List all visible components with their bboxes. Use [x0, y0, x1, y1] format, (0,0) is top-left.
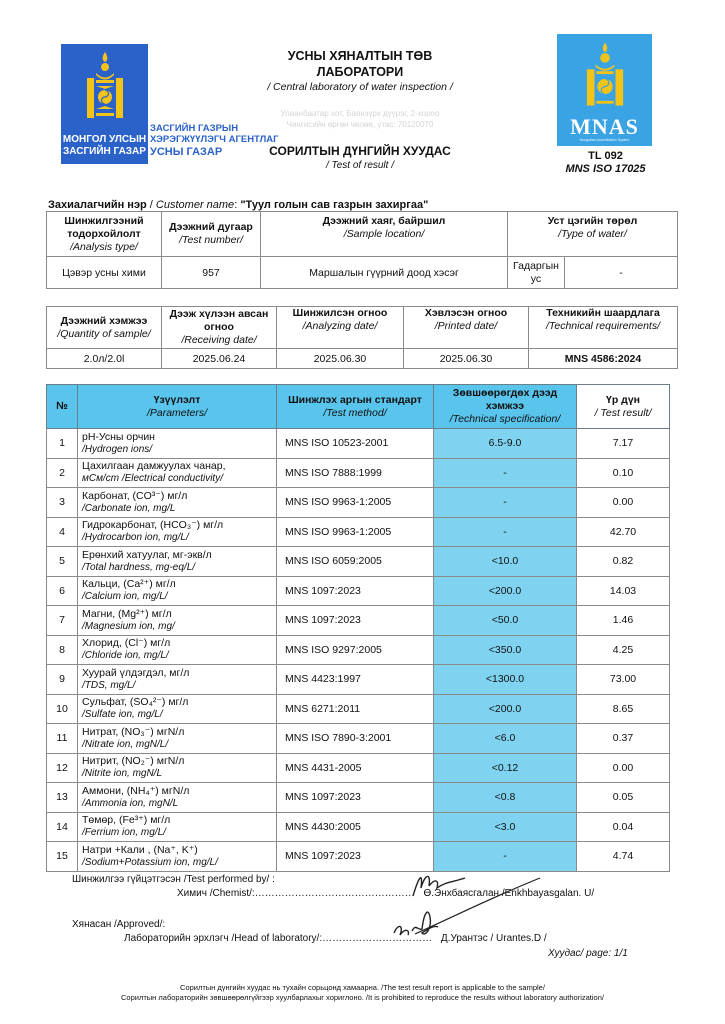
- row-number: 10: [47, 694, 78, 724]
- lab-address: Улаанбаатар хот, Баянзүрх дүүрэг, 2-хороо Чингисийн өргөн чөлөө, утас: 70120070: [280, 109, 440, 129]
- parameter-name-mn: Натри +Кали , (Na⁺, K⁺): [82, 843, 198, 856]
- mnas-emblem-icon: [584, 40, 626, 112]
- header-quantity: Дээжний хэмжээ /Quantity of sample/: [47, 307, 162, 349]
- parameter-name-mn: Карбонат, (CO³⁻) мг/л: [82, 489, 188, 502]
- header-analyzing-date: Шинжилсэн огноо /Analyzing date/: [277, 307, 404, 349]
- parameter-name-mn: Ерөнхий хатуулаг, мг-экв/л: [82, 548, 212, 561]
- parameter-name-mn: Төмөр, (Fe³⁺) мг/л: [82, 814, 171, 827]
- quantity-value: 2.0л/2.0l: [47, 349, 162, 369]
- result-row: [47, 458, 670, 488]
- accreditation-info: [548, 150, 663, 176]
- document-header: [240, 48, 480, 172]
- test-method-cell: MNS 4423:1997: [277, 665, 434, 695]
- technical-requirement-value: MNS 4586:2024: [529, 349, 678, 369]
- parameter-name-mn: Кальци, (Ca²⁺) мг/л: [82, 578, 176, 591]
- header-technical-specification: Зөвшөөрөгдөх дээд хэмжээ /Technical specification/: [434, 385, 577, 429]
- results-table: [46, 384, 670, 872]
- mnas-logo-text: MNAS: [570, 114, 639, 139]
- result-row: [47, 488, 670, 518]
- result-value-cell: 4.25: [577, 635, 670, 665]
- row-number: 7: [47, 606, 78, 636]
- result-value-cell: 42.70: [577, 517, 670, 547]
- result-row: [47, 576, 670, 606]
- parameter-name-mn: Сульфат, (SO₄²⁻) мг/л: [82, 696, 189, 709]
- specification-cell: <1300.0: [434, 665, 577, 695]
- specification-cell: <200.0: [434, 694, 577, 724]
- parameter-name-en: /Carbonate ion, mg/L: [82, 502, 176, 514]
- row-number: 5: [47, 547, 78, 577]
- test-method-cell: MNS 1097:2023: [277, 606, 434, 636]
- specification-cell: <10.0: [434, 547, 577, 577]
- result-row: [47, 606, 670, 636]
- parameter-name-mn: Нитрат, (NO₃⁻) мгN/л: [82, 725, 185, 738]
- mnas-logo: MNAS Mongolian Accreditation System: [557, 34, 652, 146]
- test-method-cell: MNS ISO 10523-2001: [277, 429, 434, 459]
- test-method-cell: MNS ISO 9297:2005: [277, 635, 434, 665]
- specification-cell: <350.0: [434, 635, 577, 665]
- parameter-name-mn: Хуурай үлдэгдэл, мг/л: [82, 666, 190, 679]
- specification-cell: -: [434, 458, 577, 488]
- result-value-cell: 14.03: [577, 576, 670, 606]
- header-receiving-date: Дээж хүлээн авсан огноо /Receiving date/: [162, 307, 277, 349]
- chemist-label: Химич /Chemist/:…………………………………………: [177, 888, 415, 899]
- test-method-cell: MNS 1097:2023: [277, 783, 434, 813]
- parameter-cell: [78, 458, 277, 488]
- specification-cell: <0.12: [434, 753, 577, 783]
- lab-title-line2: ЛАБОРАТОРИ: [316, 65, 404, 79]
- parameter-cell: [78, 665, 277, 695]
- parameter-cell: [78, 783, 277, 813]
- result-value-cell: 0.05: [577, 783, 670, 813]
- specification-cell: -: [434, 842, 577, 872]
- parameter-cell: [78, 724, 277, 754]
- parameter-name-en: /Hydrogen ions/: [82, 443, 153, 455]
- header-no: №: [47, 385, 78, 429]
- parameter-name-en: /Calcium ion, mg/L/: [82, 591, 168, 603]
- specification-cell: <200.0: [434, 576, 577, 606]
- result-row: [47, 547, 670, 577]
- row-number: 6: [47, 576, 78, 606]
- test-method-cell: MNS ISO 6059:2005: [277, 547, 434, 577]
- row-number: 9: [47, 665, 78, 695]
- head-signature-icon: [388, 903, 458, 943]
- row-number: 14: [47, 812, 78, 842]
- row-number: 1: [47, 429, 78, 459]
- report-subtitle: / Test of result /: [326, 160, 394, 171]
- result-row: [47, 694, 670, 724]
- approved-label: Хянасан /Approved/:: [72, 919, 166, 930]
- parameter-name-mn: Нитрит, (NO₂⁻) мгN/л: [82, 755, 185, 768]
- result-row: [47, 429, 670, 459]
- parameter-name-en: /Hydrocarbon ion, mg/L/: [82, 532, 189, 544]
- receiving-date-value: 2025.06.24: [162, 349, 277, 369]
- result-value-cell: 0.82: [577, 547, 670, 577]
- header-test-number: Дээжний дугаар /Test number/: [162, 212, 261, 257]
- parameter-cell: [78, 576, 277, 606]
- accreditation-code: TL 092: [588, 150, 623, 162]
- parameter-cell: [78, 753, 277, 783]
- parameter-name-en: /Ferrium ion, mg/L/: [82, 827, 166, 839]
- row-number: 11: [47, 724, 78, 754]
- footer-disclaimer: Сорилтын дүнгийн хуудас нь тухайн сорьцонд хамаарна. /The test result report is applicable to the sample/ Сорилтын лабораторийн зөвшөөрөлгүйгээр хуулбарлахыг хориглоно. /It is prohibited to reproduce the results without laboratory authorization/: [121, 983, 604, 1002]
- water-type-extra: -: [565, 257, 678, 289]
- result-row: [47, 665, 670, 695]
- test-method-cell: MNS 1097:2023: [277, 576, 434, 606]
- header-analysis-type: Шинжилгээний тодорхойлолт /Analysis type/: [47, 212, 162, 257]
- result-value-cell: 8.65: [577, 694, 670, 724]
- result-value-cell: 73.00: [577, 665, 670, 695]
- parameter-cell: [78, 517, 277, 547]
- parameter-name-en: /Ammonia ion, mgN/L: [82, 797, 179, 809]
- result-value-cell: 4.74: [577, 842, 670, 872]
- parameter-name-en: /Total hardness, mg-eq/L/: [82, 561, 196, 573]
- parameter-cell: [78, 812, 277, 842]
- customer-name-line: Захиалагчийн нэр / Customer name: "Туул голын сав газрын захиргаа": [48, 199, 429, 211]
- parameter-name-en: /Nitrite ion, mgN/L: [82, 768, 163, 780]
- test-number-value: 957: [162, 257, 261, 289]
- result-value-cell: 0.04: [577, 812, 670, 842]
- result-row: [47, 517, 670, 547]
- parameter-name-mn: Хлорид, (Cl⁻) мг/л: [82, 637, 171, 650]
- result-row: [47, 783, 670, 813]
- parameter-name-en: /Sulfate ion, mg/L/: [82, 709, 163, 721]
- result-value-cell: 0.00: [577, 753, 670, 783]
- parameter-cell: [78, 842, 277, 872]
- parameter-name-en: /Nitrate ion, mgN/L/: [82, 738, 169, 750]
- header-water-type: Уст цэгийн төрөл /Type of water/: [508, 212, 678, 257]
- government-logo-text: МОНГОЛ УЛСЫН ЗАСГИЙН ГАЗАР: [62, 134, 147, 157]
- sample-info-table: [46, 211, 678, 289]
- parameter-name-en: /Sodium+Potassium ion, mg/L/: [82, 856, 218, 868]
- parameter-cell: [78, 694, 277, 724]
- row-number: 3: [47, 488, 78, 518]
- row-number: 15: [47, 842, 78, 872]
- result-value-cell: 0.37: [577, 724, 670, 754]
- head-of-lab-name: Д.Урантэс / Urantes.D /: [440, 933, 547, 944]
- sample-location-value: Маршалын гүүрний доод хэсэг: [261, 257, 508, 289]
- header-sample-location: Дээжний хаяг, байршил /Sample location/: [261, 212, 508, 257]
- government-logo: [61, 44, 148, 164]
- parameter-name-mn: Магни, (Mg²⁺) мг/л: [82, 607, 172, 620]
- result-row: [47, 812, 670, 842]
- test-method-cell: MNS ISO 7890-3:2001: [277, 724, 434, 754]
- test-method-cell: MNS ISO 9963-1:2005: [277, 517, 434, 547]
- printed-date-value: 2025.06.30: [404, 349, 529, 369]
- agency-name: ЗАСГИЙН ГАЗРЫН ХЭРЭГЖҮҮЛЭГЧ АГЕНТЛАГ УСНЫ ГАЗАР: [150, 123, 279, 158]
- lab-subtitle: / Central laboratory of water inspection /: [267, 81, 453, 93]
- header-test-method: Шинжлэх аргын стандарт /Test method/: [277, 385, 434, 429]
- chemist-name: Ө.Энхбаясгалан /Enkhbayasgalan. U/: [423, 888, 595, 899]
- page-number: Хуудас/ page: 1/1: [548, 948, 628, 959]
- row-number: 8: [47, 635, 78, 665]
- parameter-name-mn: Цахилгаан дамжуулах чанар,: [82, 460, 226, 473]
- row-number: 13: [47, 783, 78, 813]
- parameter-name-mn: pH-Усны орчин: [82, 430, 155, 443]
- result-row: [47, 753, 670, 783]
- row-number: 12: [47, 753, 78, 783]
- parameter-cell: [78, 547, 277, 577]
- parameter-name-en: /Magnesium ion, mg/: [82, 620, 175, 632]
- test-method-cell: MNS ISO 7888:1999: [277, 458, 434, 488]
- header-printed-date: Хэвлэсэн огноо /Printed date/: [404, 307, 529, 349]
- accreditation-standard: MNS ISO 17025: [565, 163, 646, 175]
- dates-info-table: [46, 306, 678, 369]
- specification-cell: <50.0: [434, 606, 577, 636]
- result-row: [47, 635, 670, 665]
- analyzing-date-value: 2025.06.30: [277, 349, 404, 369]
- customer-name-value: "Туул голын сав газрын захиргаа": [240, 199, 429, 211]
- lab-title: УСНЫ ХЯНАЛТЫН ТӨВ: [287, 49, 433, 63]
- parameter-name-mn: Аммони, (NH₄⁺) мгN/л: [82, 784, 190, 797]
- parameter-name-en: /TDS, mg/L/: [82, 679, 136, 691]
- parameter-cell: [78, 606, 277, 636]
- approved-by-block: [72, 918, 547, 946]
- header-test-result: Үр дүн / Test result/: [577, 385, 670, 429]
- specification-cell: <6.0: [434, 724, 577, 754]
- row-number: 2: [47, 458, 78, 488]
- test-method-cell: MNS 4430:2005: [277, 812, 434, 842]
- water-type-value: Гадаргын ус: [508, 257, 565, 289]
- report-title: СОРИЛТЫН ДҮНГИЙН ХУУДАС: [269, 144, 451, 158]
- parameter-cell: [78, 635, 277, 665]
- specification-cell: 6.5-9.0: [434, 429, 577, 459]
- header-parameters: Үзүүлэлт /Parameters/: [78, 385, 277, 429]
- specification-cell: -: [434, 517, 577, 547]
- specification-cell: <0.8: [434, 783, 577, 813]
- specification-cell: -: [434, 488, 577, 518]
- test-method-cell: MNS 6271:2011: [277, 694, 434, 724]
- result-value-cell: 0.10: [577, 458, 670, 488]
- soyombo-emblem-icon: [83, 50, 127, 124]
- parameter-name-en: мСм/cm /Electrical conductivity/: [82, 473, 223, 485]
- parameter-cell: [78, 488, 277, 518]
- parameter-name-en: /Chloride ion, mg/L/: [82, 650, 169, 662]
- row-number: 4: [47, 517, 78, 547]
- result-row: [47, 724, 670, 754]
- header-technical-requirements: Техникийн шаардлага /Technical requirements/: [529, 307, 678, 349]
- test-method-cell: MNS 4431-2005: [277, 753, 434, 783]
- test-method-cell: MNS 1097:2023: [277, 842, 434, 872]
- result-value-cell: 1.46: [577, 606, 670, 636]
- result-row: [47, 842, 670, 872]
- specification-cell: <3.0: [434, 812, 577, 842]
- result-value-cell: 0.00: [577, 488, 670, 518]
- test-method-cell: MNS ISO 9963-1:2005: [277, 488, 434, 518]
- analysis-type-value: Цэвэр усны хими: [47, 257, 162, 289]
- head-of-lab-label: Лабораторийн эрхлэгч /Head of laboratory/:……………………………: [124, 933, 433, 944]
- parameter-cell: [78, 429, 277, 459]
- performed-by-label: Шинжилгээ гүйцэтгэсэн /Test performed by/ :: [72, 874, 275, 885]
- result-value-cell: 7.17: [577, 429, 670, 459]
- parameter-name-mn: Гидрокарбонат, (HCO₃⁻) мг/л: [82, 519, 224, 532]
